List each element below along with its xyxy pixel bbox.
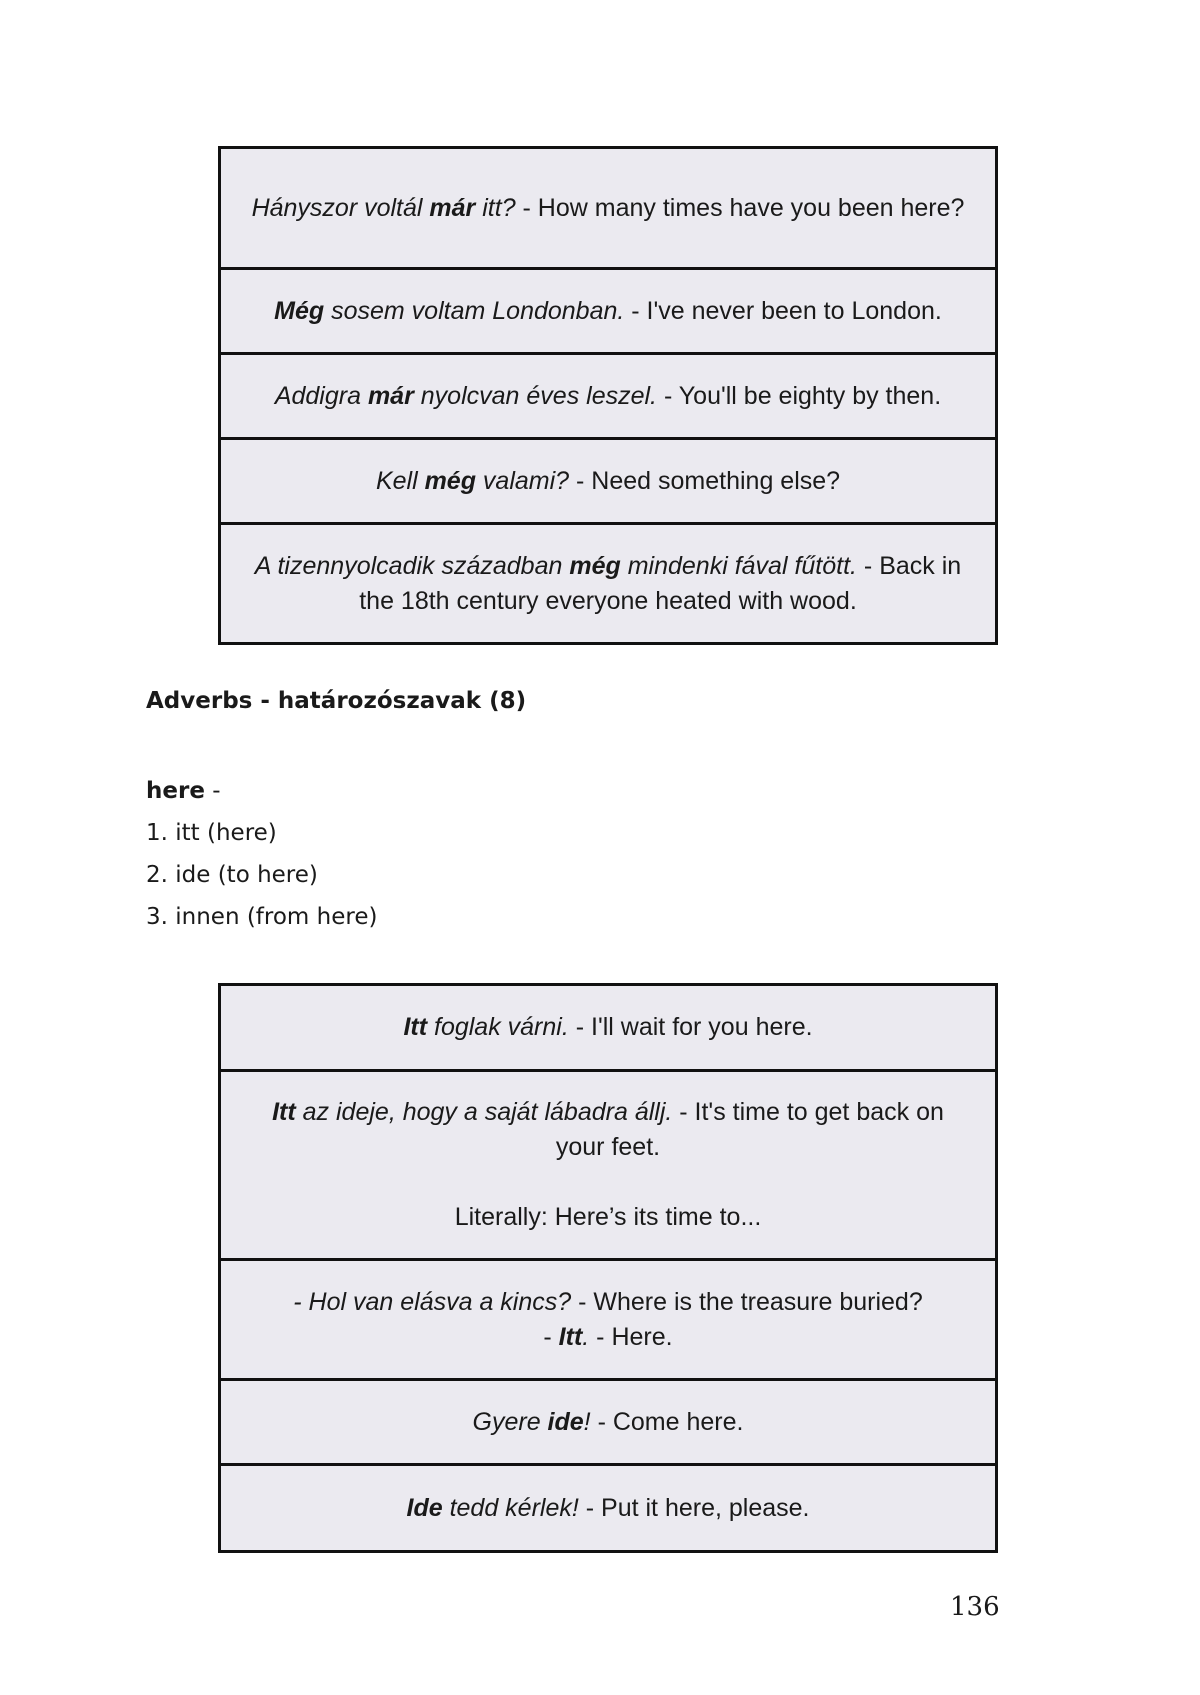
hungarian-text: foglak várni.	[427, 1013, 569, 1041]
hungarian-text: - Hol van elásva a kincs?	[293, 1287, 572, 1316]
english-text: - How many times have you been here?	[515, 193, 965, 222]
example-sentence	[252, 191, 965, 226]
keyword: Itt	[558, 1322, 583, 1351]
hungarian-text: Addigra	[274, 381, 368, 410]
keyword: Ide	[406, 1493, 443, 1522]
example-row	[221, 1261, 995, 1381]
english-text: - I'll wait for you here.	[568, 1013, 813, 1041]
hungarian-text: Kell	[375, 466, 425, 495]
hungarian-text: valami?	[475, 466, 570, 495]
hungarian-text: .	[582, 1322, 590, 1351]
keyword: Itt	[403, 1013, 428, 1041]
hungarian-text: A tizennyolcadik században	[254, 551, 570, 580]
example-row	[221, 440, 995, 525]
example-sentence	[403, 1010, 812, 1045]
hungarian-text: mindenki fával fűtött.	[620, 551, 857, 580]
example-row	[221, 355, 995, 440]
english-text: -	[543, 1322, 559, 1351]
hungarian-text: sosem voltam Londonban.	[324, 296, 625, 325]
keyword: már	[429, 193, 476, 222]
keyword: még	[424, 466, 476, 495]
vocab-term-line	[146, 770, 377, 812]
hungarian-text: az ideje, hogy a saját lábadra állj.	[295, 1098, 673, 1126]
example-row	[221, 1072, 995, 1261]
vocab-item: 1. itt (here)	[146, 820, 277, 846]
vocab-term: here	[146, 778, 205, 804]
example-row	[221, 525, 995, 642]
example-sentence	[274, 294, 942, 329]
hungarian-text: tedd kérlek!	[442, 1493, 579, 1522]
english-text: - Need something else?	[569, 466, 841, 495]
english-text: - Put it here, please.	[578, 1493, 810, 1522]
keyword: Még	[274, 296, 325, 325]
vocab-item: 3. innen (from here)	[146, 904, 378, 930]
example-sentence	[247, 549, 969, 619]
example-sentence	[543, 1320, 672, 1355]
keyword: Itt	[272, 1098, 296, 1126]
example-row	[221, 149, 995, 270]
literal-note: Literally: Here’s its time to...	[454, 1203, 762, 1231]
example-sentence	[293, 1285, 922, 1320]
keyword: még	[569, 551, 621, 580]
hungarian-text: Gyere	[472, 1407, 548, 1436]
example-row	[221, 270, 995, 355]
example-row	[221, 986, 995, 1072]
vocab-list	[146, 770, 377, 938]
vocab-term-separator: -	[204, 778, 221, 804]
english-text: - Here.	[589, 1322, 673, 1351]
english-text: - You'll be eighty by then.	[657, 381, 942, 410]
example-sentence	[247, 1095, 969, 1165]
hungarian-text: itt?	[475, 193, 516, 222]
keyword: már	[367, 381, 414, 410]
example-row	[221, 1466, 995, 1550]
example-table-1	[218, 146, 998, 645]
example-sentence	[376, 464, 840, 499]
page-number: 136	[950, 1592, 1000, 1622]
hungarian-text: Hányszor voltál	[251, 193, 430, 222]
section-heading: Adverbs - határozószavak (8)	[146, 688, 527, 714]
english-text: - Back in the 18th century everyone heated with wood.	[359, 551, 962, 615]
example-sentence	[407, 1491, 810, 1526]
example-row	[221, 1381, 995, 1466]
english-text: - Where is the treasure buried?	[571, 1287, 923, 1316]
keyword: ide	[547, 1407, 584, 1436]
example-table-2	[218, 983, 998, 1553]
english-text: - Come here.	[590, 1407, 744, 1436]
english-text: - It's time to get back on your feet.	[555, 1098, 944, 1161]
english-text: - I've never been to London.	[624, 296, 942, 325]
hungarian-text: !	[583, 1407, 591, 1436]
example-sentence	[473, 1405, 744, 1440]
example-sentence	[275, 379, 941, 414]
vocab-item: 2. ide (to here)	[146, 862, 318, 888]
hungarian-text: nyolcvan éves leszel.	[413, 381, 658, 410]
